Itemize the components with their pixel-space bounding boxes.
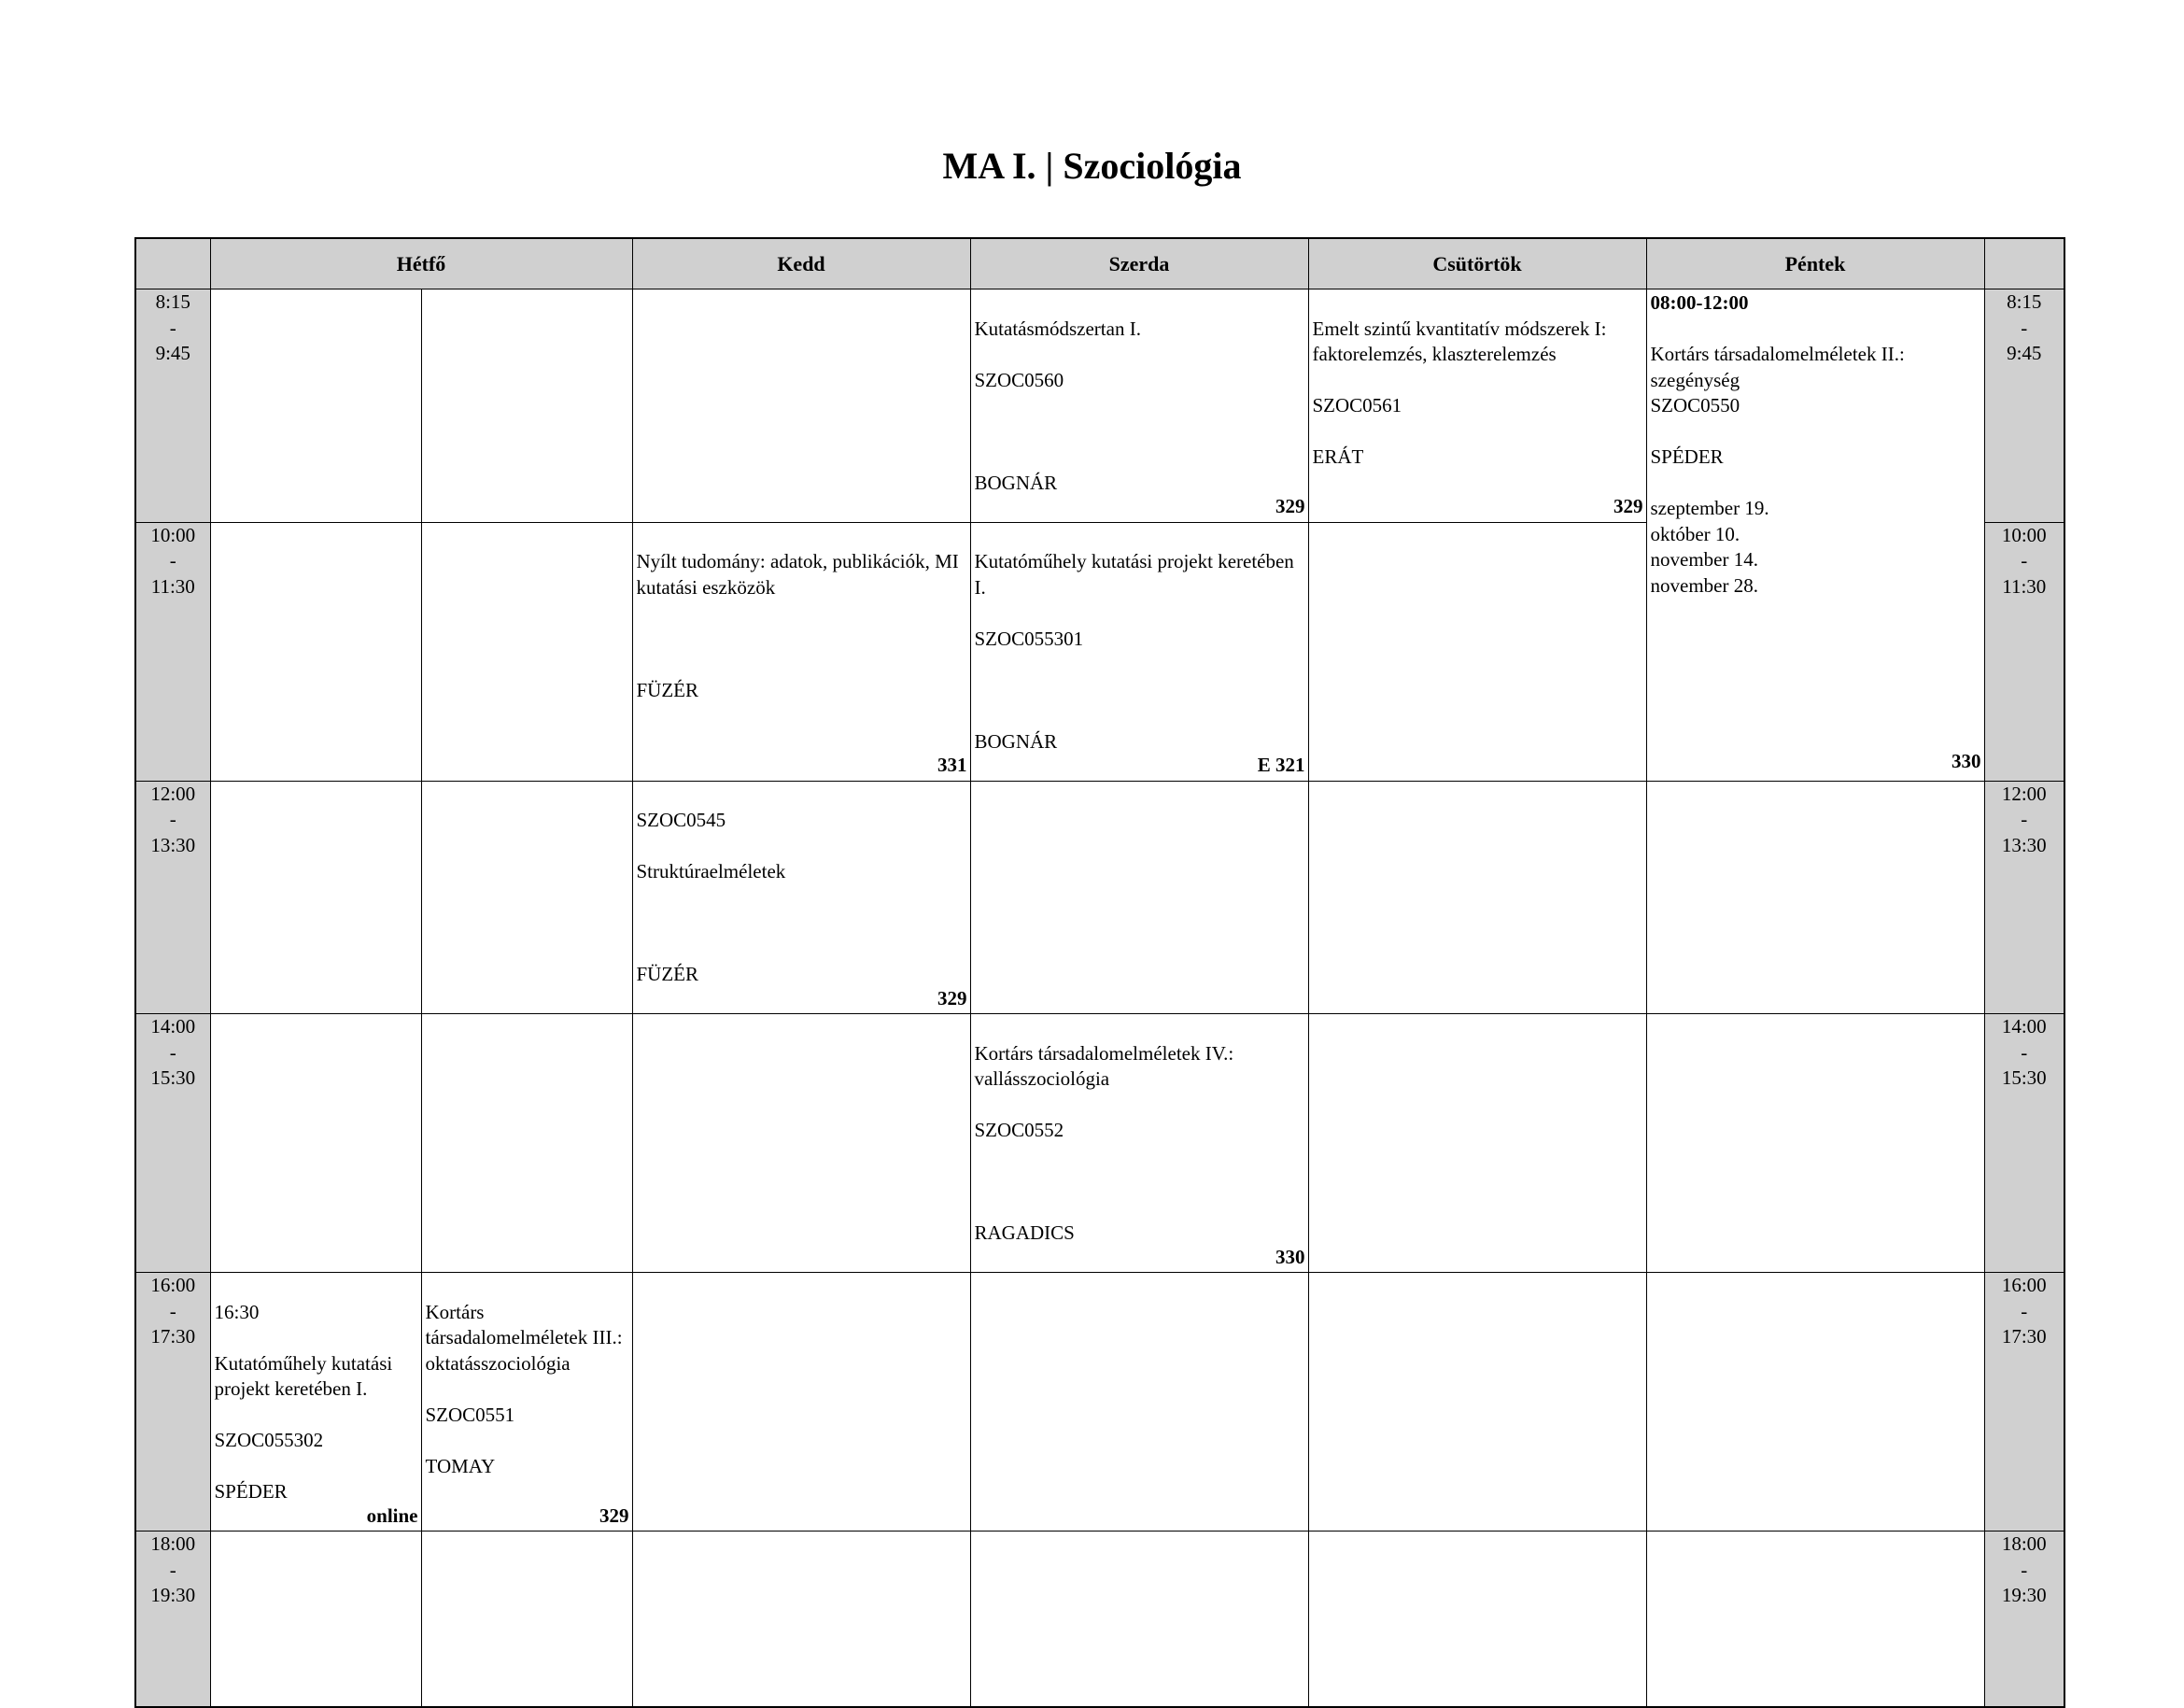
course-cell [421, 1273, 632, 1532]
time-left-5: 16:00 - 17:30 [135, 1273, 210, 1532]
time-right-5: 16:00 - 17:30 [1984, 1273, 2064, 1532]
course-teacher: FÜZÉR [636, 963, 699, 985]
time-right-4: 14:00 - 15:30 [1984, 1014, 2064, 1273]
course-code: SZOC0560 [974, 368, 1064, 391]
header-corner-left [135, 238, 210, 289]
course-code: SZOC055302 [214, 1429, 324, 1451]
course-cell [970, 522, 1308, 781]
cell-wednesday-6 [970, 1532, 1308, 1708]
cell-monday-a-2 [210, 522, 421, 781]
cell-monday-a-3 [210, 781, 421, 1014]
course-cell [632, 522, 970, 781]
course-teacher: RAGADICS [974, 1221, 1075, 1244]
cell-monday-b-2 [421, 522, 632, 781]
cell-monday-a-6 [210, 1532, 421, 1708]
day-header-monday: Hétfő [210, 238, 632, 289]
time-left-4: 14:00 - 15:30 [135, 1014, 210, 1273]
time-right-2: 10:00 - 11:30 [1984, 522, 2064, 781]
course-cell [970, 1014, 1308, 1273]
time-left-6: 18:00 - 19:30 [135, 1532, 210, 1708]
course-code: SZOC0551 [425, 1403, 515, 1426]
course-cell [1308, 289, 1646, 523]
course-room: 331 [937, 754, 967, 776]
cell-friday-5 [1646, 1273, 1984, 1532]
course-room: 330 [1952, 750, 1981, 772]
course-name: Emelt szintű kvantitatív módszerek I: faktorelemzés, klaszterelemzés [1312, 317, 1607, 365]
course-teacher: BOGNÁR [974, 729, 1058, 753]
cell-monday-b-1 [421, 289, 632, 523]
course-name: Struktúraelméletek [636, 860, 786, 882]
cell-friday-4 [1646, 1014, 1984, 1273]
cell-monday-a-1 [210, 289, 421, 523]
cell-thursday-3 [1308, 781, 1646, 1014]
time-left-2: 10:00 - 11:30 [135, 522, 210, 781]
course-code: SZOC0552 [974, 1119, 1064, 1141]
course-teacher: TOMAY [425, 1454, 496, 1477]
course-date: november 14. [1650, 548, 1758, 571]
cell-friday-3 [1646, 781, 1984, 1014]
course-name: Kortárs társadalomelméletek III.: oktatásszociológia [425, 1300, 623, 1375]
course-teacher: FÜZÉR [636, 678, 699, 701]
cell-wednesday-3 [970, 781, 1308, 1014]
course-room: 329 [1275, 495, 1305, 517]
course-cell [210, 1273, 421, 1532]
course-teacher: ERÁT [1312, 445, 1364, 468]
course-name: Kutatóműhely kutatási projekt keretében I. [214, 1351, 393, 1400]
cell-friday-6 [1646, 1532, 1984, 1708]
course-teacher: BOGNÁR [974, 471, 1058, 494]
course-cell [970, 289, 1308, 523]
cell-wednesday-5 [970, 1273, 1308, 1532]
time-right-1: 8:15 - 9:45 [1984, 289, 2064, 523]
page-title: MA I. | Szociológia [942, 145, 1242, 187]
slot-row-6 [135, 1532, 2064, 1708]
slot-row-1 [135, 289, 2064, 523]
course-room: 330 [1275, 1245, 1305, 1268]
course-date: szeptember 19. [1650, 497, 1769, 519]
course-code: SZOC0550 [1650, 394, 1740, 416]
day-header-wednesday: Szerda [970, 238, 1308, 289]
course-time: 08:00-12:00 [1650, 291, 1749, 314]
course-teacher: SPÉDER [214, 1480, 288, 1503]
course-code: SZOC0545 [636, 809, 726, 831]
cell-tuesday-5 [632, 1273, 970, 1532]
cell-tuesday-1 [632, 289, 970, 523]
header-corner-right [1984, 238, 2064, 289]
course-room: online [366, 1503, 418, 1527]
time-right-3: 12:00 - 13:30 [1984, 781, 2064, 1014]
day-header-friday: Péntek [1646, 238, 1984, 289]
course-cell-friday [1646, 289, 1984, 782]
course-name: Kortárs társadalomelméletek II.: szegénység [1650, 343, 1905, 391]
course-cell [632, 781, 970, 1014]
cell-monday-b-4 [421, 1014, 632, 1273]
header-row [135, 238, 2064, 289]
cell-tuesday-4 [632, 1014, 970, 1273]
cell-tuesday-6 [632, 1532, 970, 1708]
cell-thursday-2 [1308, 522, 1646, 781]
slot-row-5 [135, 1273, 2064, 1532]
course-room: 329 [937, 986, 967, 1009]
time-left-3: 12:00 - 13:30 [135, 781, 210, 1014]
cell-thursday-4 [1308, 1014, 1646, 1273]
slot-row-4 [135, 1014, 2064, 1273]
course-name: Kutatóműhely kutatási projekt keretében I. [974, 550, 1294, 599]
course-teacher: SPÉDER [1650, 445, 1724, 468]
course-date: október 10. [1650, 522, 1740, 545]
cell-monday-b-3 [421, 781, 632, 1014]
day-header-tuesday: Kedd [632, 238, 970, 289]
course-name: Kutatásmódszertan I. [974, 317, 1141, 340]
course-time: 16:30 [214, 1300, 260, 1323]
course-date: november 28. [1650, 573, 1758, 597]
cell-thursday-5 [1308, 1273, 1646, 1532]
cell-monday-a-4 [210, 1014, 421, 1273]
cell-monday-b-6 [421, 1532, 632, 1708]
cell-thursday-6 [1308, 1532, 1646, 1708]
time-right-6: 18:00 - 19:30 [1984, 1532, 2064, 1708]
course-code: SZOC0561 [1312, 394, 1402, 416]
timetable [134, 237, 2065, 1708]
course-room: E 321 [1257, 754, 1305, 776]
course-room: 329 [599, 1503, 629, 1527]
course-room: 329 [1613, 495, 1643, 517]
time-left-1: 8:15 - 9:45 [135, 289, 210, 523]
course-code: SZOC055301 [974, 627, 1084, 650]
course-name: Nyílt tudomány: adatok, publikációk, MI kutatási eszközök [636, 550, 959, 599]
slot-row-3 [135, 781, 2064, 1014]
day-header-thursday: Csütörtök [1308, 238, 1646, 289]
course-name: Kortárs társadalomelméletek IV.: vallásszociológia [974, 1041, 1234, 1090]
